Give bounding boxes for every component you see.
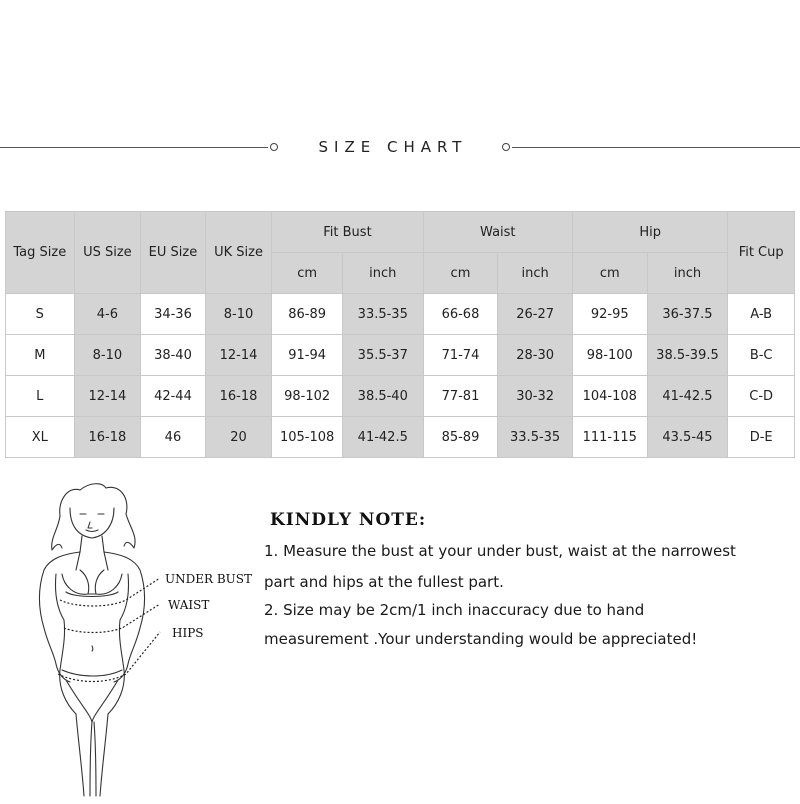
- note-line-3: 2. Size may be 2cm/1 inch inaccuracy due to hand: [264, 601, 645, 619]
- header-tag-size: Tag Size: [6, 212, 75, 294]
- table-cell: 38.5-40: [342, 376, 423, 417]
- table-cell: B-C: [728, 335, 795, 376]
- table-cell: 16-18: [205, 376, 272, 417]
- header-uk-size: UK Size: [205, 212, 272, 294]
- table-cell: L: [6, 376, 75, 417]
- waist-label: WAIST: [168, 598, 210, 612]
- header-bust-inch: inch: [342, 253, 423, 294]
- table-cell: 28-30: [498, 335, 573, 376]
- under-bust-label: UNDER BUST: [165, 572, 252, 586]
- table-cell: 38.5-39.5: [647, 335, 728, 376]
- table-row: [6, 376, 795, 417]
- table-cell: 36-37.5: [647, 294, 728, 335]
- table-cell: 8-10: [205, 294, 272, 335]
- header-waist-inch: inch: [498, 253, 573, 294]
- table-cell: 46: [141, 417, 206, 458]
- table-cell: 71-74: [423, 335, 498, 376]
- table-cell: 91-94: [272, 335, 343, 376]
- table-cell: 26-27: [498, 294, 573, 335]
- table-cell: 12-14: [205, 335, 272, 376]
- table-cell: 38-40: [141, 335, 206, 376]
- table-cell: 4-6: [74, 294, 141, 335]
- table-cell: 85-89: [423, 417, 498, 458]
- note-line-2: part and hips at the fullest part.: [264, 573, 504, 591]
- table-cell: 20: [205, 417, 272, 458]
- header-rule-left: [0, 147, 268, 148]
- body-measurement-figure: [10, 478, 270, 800]
- table-row: [6, 417, 795, 458]
- header-fit-cup: Fit Cup: [728, 212, 795, 294]
- page-title: SIZE CHART: [318, 138, 468, 156]
- table-cell: 41-42.5: [647, 376, 728, 417]
- woman-outline-illustration: [10, 478, 270, 800]
- table-cell: 33.5-35: [342, 294, 423, 335]
- header-us-size: US Size: [74, 212, 141, 294]
- table-cell: D-E: [728, 417, 795, 458]
- table-cell: 66-68: [423, 294, 498, 335]
- table-cell: 92-95: [572, 294, 647, 335]
- table-cell: 8-10: [74, 335, 141, 376]
- table-cell: 105-108: [272, 417, 343, 458]
- note-title: KINDLY NOTE:: [270, 510, 427, 530]
- header-waist-cm: cm: [423, 253, 498, 294]
- table-cell: 30-32: [498, 376, 573, 417]
- table-cell: M: [6, 335, 75, 376]
- header-circle-left: [270, 143, 278, 151]
- header-circle-right: [502, 143, 510, 151]
- table-cell: 34-36: [141, 294, 206, 335]
- header-hip-cm: cm: [572, 253, 647, 294]
- note-line-4: measurement .Your understanding would be appreciated!: [264, 630, 698, 648]
- table-cell: 12-14: [74, 376, 141, 417]
- header-waist: Waist: [423, 212, 572, 253]
- table-cell: 41-42.5: [342, 417, 423, 458]
- table-cell: 16-18: [74, 417, 141, 458]
- hips-label: HIPS: [172, 626, 204, 640]
- table-cell: XL: [6, 417, 75, 458]
- table-cell: 111-115: [572, 417, 647, 458]
- table-cell: 77-81: [423, 376, 498, 417]
- table-cell: 35.5-37: [342, 335, 423, 376]
- table-cell: C-D: [728, 376, 795, 417]
- table-cell: 104-108: [572, 376, 647, 417]
- table-cell: 98-102: [272, 376, 343, 417]
- table-cell: S: [6, 294, 75, 335]
- table-row: [6, 335, 795, 376]
- table-cell: 42-44: [141, 376, 206, 417]
- table-cell: 86-89: [272, 294, 343, 335]
- note-line-1: 1. Measure the bust at your under bust, waist at the narrowest: [264, 542, 736, 560]
- table-row: [6, 294, 795, 335]
- header-eu-size: EU Size: [141, 212, 206, 294]
- table-cell: 43.5-45: [647, 417, 728, 458]
- header-rule-right: [512, 147, 800, 148]
- size-table: [5, 211, 795, 458]
- header-hip-inch: inch: [647, 253, 728, 294]
- table-cell: A-B: [728, 294, 795, 335]
- header-fit-bust: Fit Bust: [272, 212, 423, 253]
- table-cell: 98-100: [572, 335, 647, 376]
- table-cell: 33.5-35: [498, 417, 573, 458]
- header-hip: Hip: [572, 212, 727, 253]
- header-bust-cm: cm: [272, 253, 343, 294]
